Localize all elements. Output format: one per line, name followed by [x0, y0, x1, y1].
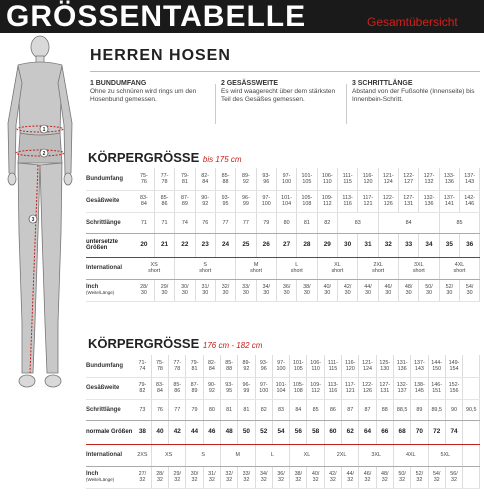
table-cell: 75- 76 — [134, 168, 154, 190]
table-cell: 138- 145 — [411, 377, 428, 399]
table-cell: XS — [151, 444, 186, 466]
table-cell: 127- 131 — [398, 190, 418, 212]
table-cell: 73 — [134, 399, 151, 420]
table-cell: 38 — [134, 420, 151, 444]
table-cell: XL short — [317, 257, 358, 279]
table-row — [86, 399, 480, 420]
table-cell: 32 — [378, 233, 398, 257]
table-cell — [463, 466, 480, 488]
table-cell: 71 — [134, 212, 154, 233]
table-cell: 144- 150 — [428, 355, 445, 377]
table-cell: 142- 146 — [460, 190, 480, 212]
table-cell: 5XL — [428, 444, 463, 466]
banner-title: GRÖSSENTABELLE — [6, 0, 307, 33]
table-cell: 81 — [238, 399, 255, 420]
table-cell: M short — [236, 257, 277, 279]
table-cell: 44/ 30 — [358, 279, 378, 301]
table-cell: 97- 100 — [255, 377, 272, 399]
table-cell: 56 — [290, 420, 307, 444]
header-divider — [90, 71, 480, 72]
table-cell: 34/ 30 — [256, 279, 276, 301]
table-cell: 77 — [236, 212, 256, 233]
table-cell: 146- 151 — [428, 377, 445, 399]
table-cell: 132- 137 — [393, 377, 410, 399]
table-cell: 80 — [276, 212, 296, 233]
step-text: Abstand von der Fußsohle (Innenseite) bis Innenbein-Schritt. — [352, 88, 475, 103]
table-cell: 109- 112 — [307, 377, 324, 399]
row-label: Inch (Weite/Länge) — [86, 279, 134, 301]
table-cell: 60 — [324, 420, 341, 444]
table-cell: 3XL short — [398, 257, 439, 279]
table-cell: 117- 121 — [342, 377, 359, 399]
measurement-steps — [90, 80, 480, 130]
table-cell: 31/ 32 — [203, 466, 220, 488]
step-number: 2 — [221, 80, 225, 87]
table-cell: 125- 130 — [376, 355, 393, 377]
table-cell: 116- 120 — [342, 355, 359, 377]
table-row — [86, 279, 480, 301]
table-cell: 58 — [307, 420, 324, 444]
table-cell — [463, 444, 480, 466]
table-row — [86, 168, 480, 190]
table-cell: 3XL — [359, 444, 394, 466]
table-row — [86, 355, 480, 377]
table-cell: 149- 154 — [445, 355, 462, 377]
table-cell: 101- 105 — [290, 355, 307, 377]
step-text: Es wird waagerecht über dem stärksten Teil des Gesäßes gemessen. — [221, 88, 336, 103]
table-row — [86, 466, 480, 488]
table-cell: 71 — [154, 212, 174, 233]
table-cell: 85- 88 — [220, 355, 237, 377]
table-cell: M — [220, 444, 255, 466]
table-cell: 48 — [220, 420, 237, 444]
step-gesaessweite — [221, 80, 341, 104]
table-cell: 93- 95 — [215, 190, 235, 212]
table-cell: 33 — [398, 233, 418, 257]
table-cell: 113- 116 — [337, 190, 357, 212]
table-cell: 105- 108 — [290, 377, 307, 399]
step-title: GESÄSSWEITE — [226, 80, 279, 87]
table-cell: 137- 143 — [460, 168, 480, 190]
table-cell: 54 — [272, 420, 289, 444]
section-title-normal — [88, 336, 262, 351]
table-cell: 87- 89 — [175, 190, 195, 212]
table-cell: 132- 136 — [419, 190, 439, 212]
table-cell: 2XS — [134, 444, 151, 466]
table-cell: 50 — [238, 420, 255, 444]
table-cell: 25 — [236, 233, 256, 257]
table-cell: 36 — [460, 233, 480, 257]
row-label: Bundumfang — [86, 168, 134, 190]
table-cell: XS short — [134, 257, 175, 279]
step-title: BUNDUMFANG — [95, 80, 147, 87]
table-cell: 44 — [186, 420, 203, 444]
marker-3: 3 — [31, 217, 35, 223]
table-cell: S short — [175, 257, 236, 279]
table-cell: 97- 100 — [272, 355, 289, 377]
table-cell: 68 — [393, 420, 410, 444]
table-cell: 83- 84 — [134, 190, 154, 212]
table-cell: 83 — [272, 399, 289, 420]
table-cell: 121- 124 — [359, 355, 376, 377]
table-cell: 101- 104 — [272, 377, 289, 399]
table-cell: 77 — [215, 212, 235, 233]
table-cell: 79- 81 — [175, 168, 195, 190]
table-cell: 109- 112 — [317, 190, 337, 212]
table-cell: 127- 131 — [376, 377, 393, 399]
row-label: Schrittlänge — [86, 212, 134, 233]
table-cell: 72 — [428, 420, 445, 444]
table-cell: 28/ 30 — [134, 279, 154, 301]
table-row — [86, 233, 480, 257]
page-header — [90, 44, 480, 72]
table-cell: 116- 120 — [358, 168, 378, 190]
table-cell: 31/ 30 — [195, 279, 215, 301]
table-cell: 84 — [378, 212, 439, 233]
table-row — [86, 190, 480, 212]
table-cell: 2XL — [324, 444, 359, 466]
table-cell: 122- 126 — [359, 377, 376, 399]
table-cell: 88,5 — [393, 399, 410, 420]
table-cell: 90,5 — [463, 399, 480, 420]
step-schrittlaenge — [352, 80, 480, 104]
marker-1: 1 — [42, 127, 46, 133]
section-title-short — [88, 150, 242, 165]
table-cell: 64 — [359, 420, 376, 444]
table-row — [86, 377, 480, 399]
table-cell: 27/ 32 — [134, 466, 151, 488]
table-cell: 50/ 30 — [419, 279, 439, 301]
table-cell: 52/ 30 — [439, 279, 459, 301]
table-cell: 81 — [297, 212, 317, 233]
table-cell: 101- 105 — [297, 168, 317, 190]
table-cell: 87- 89 — [186, 377, 203, 399]
table-row — [86, 257, 480, 279]
table-cell: S — [186, 444, 221, 466]
table-cell: 93- 96 — [256, 168, 276, 190]
table-cell: 21 — [154, 233, 174, 257]
table-cell: 42/ 30 — [337, 279, 357, 301]
table-cell: 89,5 — [428, 399, 445, 420]
marker-2: 2 — [42, 151, 46, 157]
table-cell: 50/ 32 — [393, 466, 410, 488]
table-cell: 89- 92 — [236, 168, 256, 190]
table-cell: 81 — [220, 399, 237, 420]
step-title: SCHRITTLÄNGE — [357, 80, 413, 87]
table-cell: 90 — [445, 399, 462, 420]
table-cell: 79 — [256, 212, 276, 233]
table-cell: 40/ 32 — [307, 466, 324, 488]
table-cell: 152- 156 — [445, 377, 462, 399]
row-label: Bundumfang — [86, 355, 134, 377]
table-cell: 28 — [297, 233, 317, 257]
table-cell: 46/ 30 — [378, 279, 398, 301]
table-cell: 89 — [411, 399, 428, 420]
table-cell: 133- 136 — [439, 168, 459, 190]
table-cell: 76 — [195, 212, 215, 233]
page-title: HERREN HOSEN — [90, 47, 231, 64]
banner — [0, 0, 484, 33]
table-cell: 22 — [175, 233, 195, 257]
table-cell: 111- 115 — [324, 355, 341, 377]
table-cell: 106- 110 — [317, 168, 337, 190]
table-cell: 32/ 32 — [220, 466, 237, 488]
table-cell: L — [255, 444, 290, 466]
banner-subtitle: Gesamtübersicht — [367, 15, 458, 29]
table-cell: 36/ 30 — [276, 279, 296, 301]
table-cell: 76 — [151, 399, 168, 420]
table-cell — [463, 420, 480, 444]
table-cell: 33/ 30 — [236, 279, 256, 301]
table-cell: 34 — [419, 233, 439, 257]
table-cell: 44/ 32 — [342, 466, 359, 488]
table-cell: XL — [290, 444, 325, 466]
table-cell: 77- 78 — [169, 355, 186, 377]
section-range: 176 cm - 182 cm — [202, 341, 263, 350]
table-cell: 30/ 32 — [186, 466, 203, 488]
table-cell: 79 — [186, 399, 203, 420]
table-cell: 24 — [215, 233, 235, 257]
table-cell: 29/ 30 — [154, 279, 174, 301]
table-cell: 52 — [255, 420, 272, 444]
table-cell: 87 — [359, 399, 376, 420]
table-cell: 54/ 30 — [460, 279, 480, 301]
table-cell: 28/ 32 — [151, 466, 168, 488]
table-cell: 82- 84 — [203, 355, 220, 377]
step-text: Ohne zu schnüren wird rings um den Hosenbund gemessen. — [90, 88, 197, 103]
row-label: Gesäßweite — [86, 377, 134, 399]
row-label: normale Größen — [86, 420, 134, 444]
size-table-short — [86, 168, 480, 302]
table-cell: 30/ 30 — [175, 279, 195, 301]
table-cell: 111- 115 — [337, 168, 357, 190]
table-cell: 85 — [307, 399, 324, 420]
table-cell: 105- 108 — [297, 190, 317, 212]
table-cell: 80 — [203, 399, 220, 420]
step-divider — [346, 84, 347, 124]
table-cell: 113- 116 — [324, 377, 341, 399]
table-cell: 96- 99 — [238, 377, 255, 399]
table-cell: 42 — [169, 420, 186, 444]
table-cell: 77 — [169, 399, 186, 420]
row-label: untersetzte Größen — [86, 233, 134, 257]
size-table-normal — [86, 355, 480, 489]
table-cell: 131- 136 — [393, 355, 410, 377]
table-cell: 97- 100 — [276, 168, 296, 190]
section-heading: KÖRPERGRÖSSE — [88, 336, 200, 351]
figure-illustration — [0, 33, 80, 500]
table-cell: 38/ 30 — [297, 279, 317, 301]
table-cell: 4XL short — [439, 257, 480, 279]
table-row — [86, 420, 480, 444]
table-cell: 79- 81 — [186, 355, 203, 377]
step-divider — [215, 84, 216, 124]
step-number: 1 — [90, 80, 94, 87]
table-cell: 34/ 32 — [255, 466, 272, 488]
table-cell: 38/ 32 — [290, 466, 307, 488]
table-cell: 62 — [342, 420, 359, 444]
row-label: International — [86, 444, 134, 466]
row-label: Gesäßweite — [86, 190, 134, 212]
table-cell: 97- 100 — [256, 190, 276, 212]
table-cell: 85- 86 — [154, 190, 174, 212]
table-cell: 85- 86 — [169, 377, 186, 399]
table-cell: 46/ 32 — [359, 466, 376, 488]
table-cell: L short — [276, 257, 317, 279]
table-cell: 29 — [317, 233, 337, 257]
row-label: International — [86, 257, 134, 279]
table-cell: 88 — [376, 399, 393, 420]
table-cell: 93- 96 — [255, 355, 272, 377]
table-cell: 90- 92 — [195, 190, 215, 212]
table-cell: 30 — [337, 233, 357, 257]
table-cell: 4XL — [393, 444, 428, 466]
table-cell: 40/ 30 — [317, 279, 337, 301]
table-cell: 87 — [342, 399, 359, 420]
table-cell: 90- 92 — [203, 377, 220, 399]
table-cell: 20 — [134, 233, 154, 257]
table-cell: 66 — [376, 420, 393, 444]
table-cell: 42/ 32 — [324, 466, 341, 488]
table-cell: 82 — [255, 399, 272, 420]
table-cell: 106- 110 — [307, 355, 324, 377]
table-cell — [463, 355, 480, 377]
table-cell: 26 — [256, 233, 276, 257]
section-range: bis 175 cm — [202, 155, 242, 164]
table-cell: 31 — [358, 233, 378, 257]
table-cell: 46 — [203, 420, 220, 444]
table-cell: 122- 126 — [378, 190, 398, 212]
table-cell: 40 — [151, 420, 168, 444]
table-cell: 29/ 32 — [169, 466, 186, 488]
table-cell: 77- 78 — [154, 168, 174, 190]
row-label: Inch (Weite/Länge) — [86, 466, 134, 488]
table-cell: 23 — [195, 233, 215, 257]
table-cell: 70 — [411, 420, 428, 444]
table-cell: 33/ 32 — [238, 466, 255, 488]
table-cell: 79- 82 — [134, 377, 151, 399]
table-cell: 122- 127 — [398, 168, 418, 190]
table-cell: 121- 124 — [378, 168, 398, 190]
table-cell: 86 — [324, 399, 341, 420]
table-cell: 32/ 30 — [215, 279, 235, 301]
table-cell: 74 — [175, 212, 195, 233]
table-cell: 82- 84 — [195, 168, 215, 190]
table-cell: 89- 92 — [238, 355, 255, 377]
step-bundumfang — [90, 80, 210, 104]
table-cell: 56/ 32 — [445, 466, 462, 488]
table-cell: 71- 74 — [134, 355, 151, 377]
table-cell: 93- 95 — [220, 377, 237, 399]
table-cell: 96- 99 — [236, 190, 256, 212]
table-cell: 82 — [317, 212, 337, 233]
table-row — [86, 444, 480, 466]
table-cell: 54/ 32 — [428, 466, 445, 488]
table-cell — [463, 377, 480, 399]
table-cell: 27 — [276, 233, 296, 257]
table-cell: 74 — [445, 420, 462, 444]
table-cell: 101- 104 — [276, 190, 296, 212]
table-cell: 137- 141 — [439, 190, 459, 212]
table-cell: 127- 132 — [419, 168, 439, 190]
table-cell: 83 — [337, 212, 378, 233]
table-cell: 85 — [439, 212, 480, 233]
table-cell: 83- 84 — [151, 377, 168, 399]
table-cell: 35 — [439, 233, 459, 257]
table-cell: 137- 143 — [411, 355, 428, 377]
table-cell: 84 — [290, 399, 307, 420]
table-cell: 2XL short — [358, 257, 399, 279]
step-number: 3 — [352, 80, 356, 87]
table-cell: 48/ 30 — [398, 279, 418, 301]
table-cell: 75- 78 — [151, 355, 168, 377]
table-cell: 48/ 32 — [376, 466, 393, 488]
table-cell: 117- 121 — [358, 190, 378, 212]
table-row — [86, 212, 480, 233]
table-cell: 85- 88 — [215, 168, 235, 190]
table-cell: 52/ 32 — [411, 466, 428, 488]
table-cell: 36/ 32 — [272, 466, 289, 488]
section-heading: KÖRPERGRÖSSE — [88, 150, 200, 165]
row-label: Schrittlänge — [86, 399, 134, 420]
